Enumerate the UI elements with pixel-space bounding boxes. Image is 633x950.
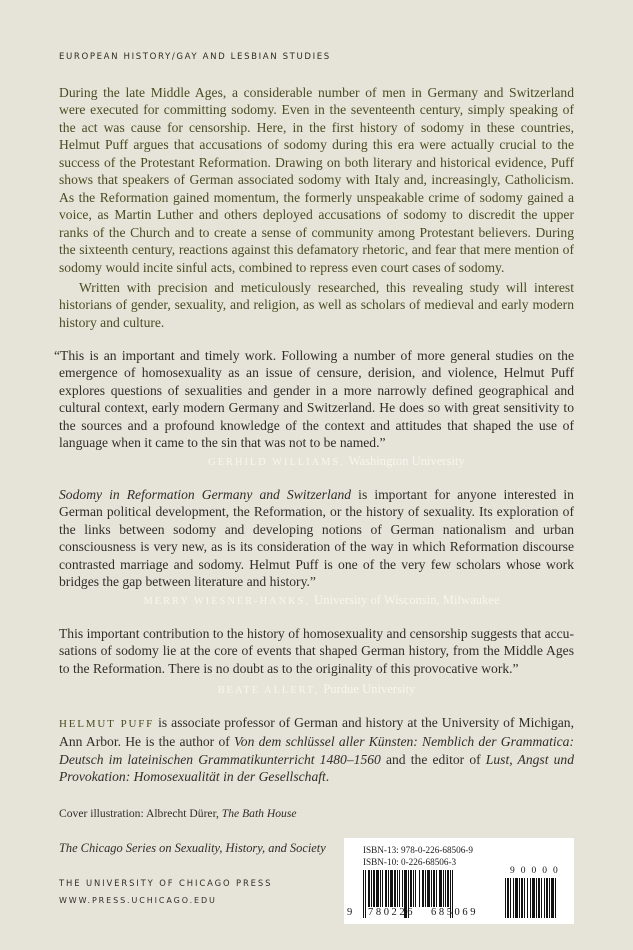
series-name: The Chicago Series on Sexuality, History, and Society [59,841,326,855]
subject-category: EUROPEAN HISTORY/GAY AND LESBIAN STUDIES [59,52,331,62]
blurb-1-author: GERHILD WILLIAMS, [208,457,345,468]
description-paragraph-1: During the late Middle Ages, a considerable number of men in Germany and Switzerland were executed for committing sodomy. Even in the seventeenth century, simply speaking of the act was cause for censorship. Here, in the first history of sodomy in these countries, Helmut Puff argues that accusations of sodomy during this era were actually crucial to the success of the Protestant Reformation. Drawing on both literary and historical evidence, Puff shows that speakers of German associated sodomy with Italy and, increasingly, Catholicism. As the Reformation gained momentum, the formerly unspeakable crime of sodomy gained a voice, as Martin Luther and others deployed accusations of sodomy to discredit the upper ranks of the Church and to create a sense of community among Protestant believers. During the sixteenth century, reactions against this defamatory rhetoric, and fear that mere mention of sodomy would incite sinful acts, combined to repress even court cases of sodomy. [59,85,574,275]
blurb-1-text: This is an important and timely work. Following a number of more general studies on the emergence of homosexuality as an issue of censure, derision, and violence, Helmut Puff explores questions of sexualities and gender in a more narrowly defined geographical and cultural context, early modern Germany and Switzerland. He does so with great sensitivity to the sources and a profound knowledge of the context and attitudes that shaped the use of language when it came to the sin that was not to be named.” [59,348,574,451]
publisher-name: THE UNIVERSITY OF CHICAGO PRESS [59,878,273,888]
blurb-1-attribution [20,454,633,469]
author-bio-text: is associate professor of German and history at the University of Michigan, Ann Arbor. He is the author of [59,715,574,750]
publisher-url: WWW.PRESS.UCHICAGO.EDU [59,896,217,905]
author-bio [59,714,574,786]
blurb-3-author: BEATE ALLERT, [217,685,320,696]
ean-digits-right: 685069 [431,907,479,918]
blurb-1 [54,347,574,452]
author-bio-text: . [325,769,330,785]
isbn-13: ISBN-13: 978-0-226-68506-9 [363,845,473,855]
barcode-label [344,838,574,924]
blurb-2-affiliation: University of Wisconsin, Milwaukee [314,593,500,607]
author-book-1: Von dem schlüssel aller Künsten: Nemblich der Grammatica: Deutsch im lateinischen Grammatikunterricht 1480–1560 [59,734,574,767]
book-title: Sodomy in Reformation Germany and Switzerland [59,487,352,502]
ean-digits-left: 780226 [368,907,416,918]
blurb-2-author: MERRY WIESNER-HANKS, [143,596,310,607]
open-quote: “ [54,348,61,363]
cover-artwork-title: The Bath House [221,807,297,820]
price-addon-digits: 90000 [510,866,564,876]
blurb-3-attribution [0,682,633,697]
cover-credit-label: Cover illustration: Albrecht Dürer, [59,807,222,820]
ean-digit-lead: 9 [347,907,353,918]
author-name: HELMUT PUFF [59,718,155,730]
price-addon-barcode [505,878,569,918]
blurb-3: This important contribution to the history of homosexuality and censorship suggests that accusations of sodomy lie at the core of events that shaped German history, from the Middle Ages to the Reformation. There is no doubt as to the originality of this provocative work.” [59,626,574,676]
blurb-2 [59,486,574,591]
blurb-1-affiliation: Washington University [348,454,465,468]
blurb-2-text: is important for anyone interested in German political development, the Reformation, or the history of sexuality. Its exploration of the links between sodomy and developing notions of German nationalism and urban consciousness is very new, as is its consideration of the way in which Reformation discourse contrasted marriage and sodomy. Helmut Puff is one of the very few scholars whose work bridges the gap between literature and history.” [59,487,574,590]
cover-credit [59,807,574,820]
description-paragraph-2: Written with precision and meticulously researched, this revealing study will interest historians of gender, sexuality, and religion, as well as scholars of medieval and early modern history and culture. [59,280,574,330]
isbn-10: ISBN-10: 0-226-68506-3 [363,857,457,867]
author-bio-text: and the editor of [380,751,486,767]
blurb-3-affiliation: Purdue University [323,682,416,696]
author-book-2: Lust, Angst und Provokation: Homosexualität in der Gesellschaft [59,751,574,785]
blurb-2-attribution [5,593,633,608]
